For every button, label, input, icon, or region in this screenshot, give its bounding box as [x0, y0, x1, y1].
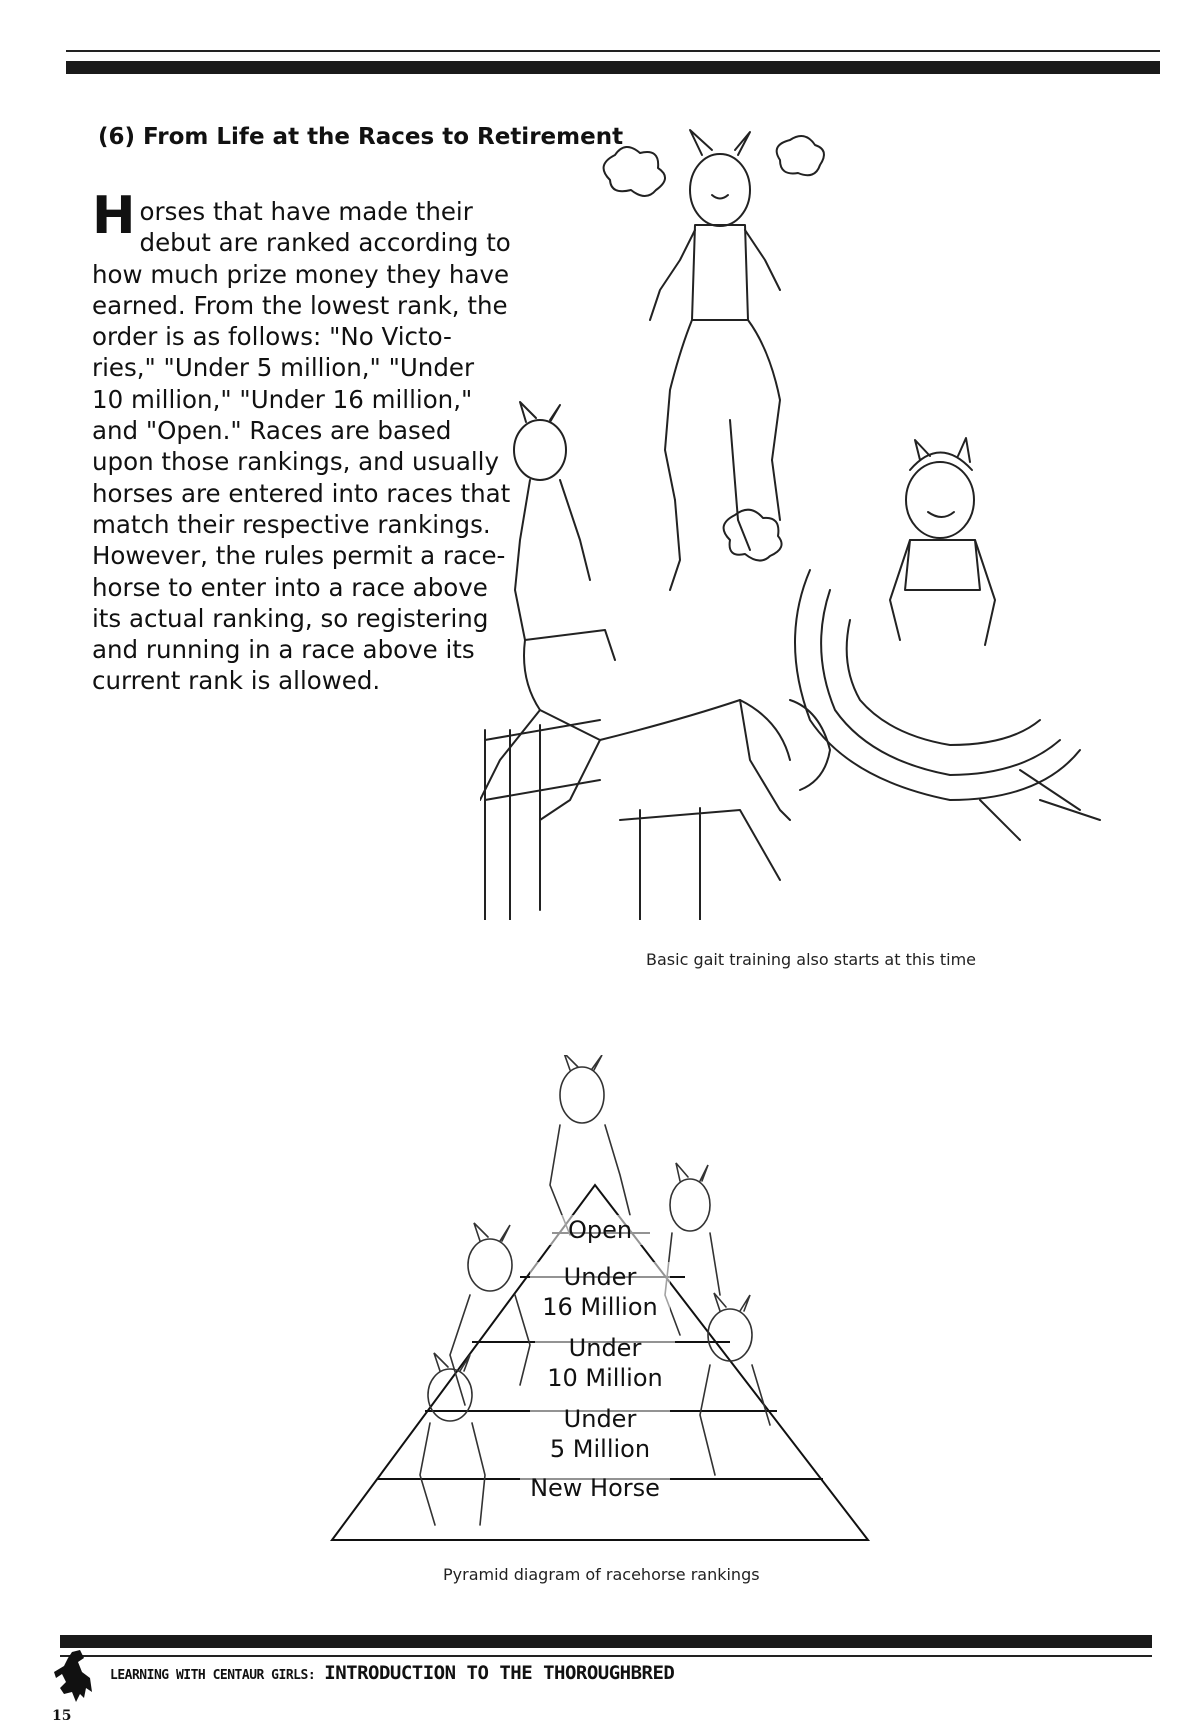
pyramid-tier-under-5-line1: Under — [563, 1405, 637, 1433]
pyramid-tier-under-16-line1: Under — [563, 1263, 637, 1291]
pyramid-tier-open-line1: Open — [567, 1216, 633, 1244]
pyramid-tier-under-5-million — [530, 1404, 670, 1464]
pyramid-tier-open — [545, 1215, 655, 1245]
pyramid-tier-under-5-line2: 5 Million — [549, 1435, 651, 1463]
paragraph-1 — [92, 186, 512, 540]
pyramid-tier-under-16-million — [530, 1262, 670, 1322]
pyramid-tier-under-10-line2: 10 Million — [547, 1364, 663, 1392]
illustration-caption: Basic gait training also starts at this time — [646, 950, 977, 969]
page-number: 15 — [52, 1708, 72, 1724]
top-rule-thin — [66, 50, 1160, 52]
pyramid-tier-new-horse-line1: New Horse — [530, 1474, 660, 1502]
body-text — [92, 186, 512, 697]
drop-cap: H — [92, 186, 136, 246]
rearing-horse-logo — [50, 1648, 100, 1708]
bottom-rule-thick — [60, 1635, 1152, 1648]
pyramid-tier-under-16-line2: 16 Million — [542, 1293, 658, 1321]
top-rule-thick — [66, 61, 1160, 74]
footer-title-prefix: LEARNING WITH CENTAUR GIRLS: — [110, 1668, 316, 1683]
pyramid-caption: Pyramid diagram of racehorse rankings — [443, 1565, 760, 1584]
pyramid-tier-under-10-million — [535, 1333, 675, 1393]
pyramid-tier-under-10-line1: Under — [568, 1334, 642, 1362]
pyramid-tier-new-horse — [520, 1473, 670, 1503]
paragraph-1-text: orses that have made their debut are ranked according to how much prize money they have earned. From the lowest rank, the order is as follows: "No Victo-ries," "Under 5 million," "Under 10 million," "Under 16 million," and "Open." Races are based upon those rankings, and usually horses are entered into races that match their respective rankings. — [92, 197, 511, 539]
centaur-training-illustration — [480, 120, 1130, 920]
footer-title — [110, 1662, 674, 1684]
paragraph-2: However, the rules permit a race-horse to enter into a race above its actual ranking, so registering and running in a race above its current rank is allowed. — [92, 541, 506, 696]
bottom-rule-thin — [60, 1655, 1152, 1657]
footer-title-main: INTRODUCTION TO THE THOROUGHBRED — [324, 1662, 675, 1684]
section-heading: (6) From Life at the Races to Retirement — [98, 124, 624, 150]
